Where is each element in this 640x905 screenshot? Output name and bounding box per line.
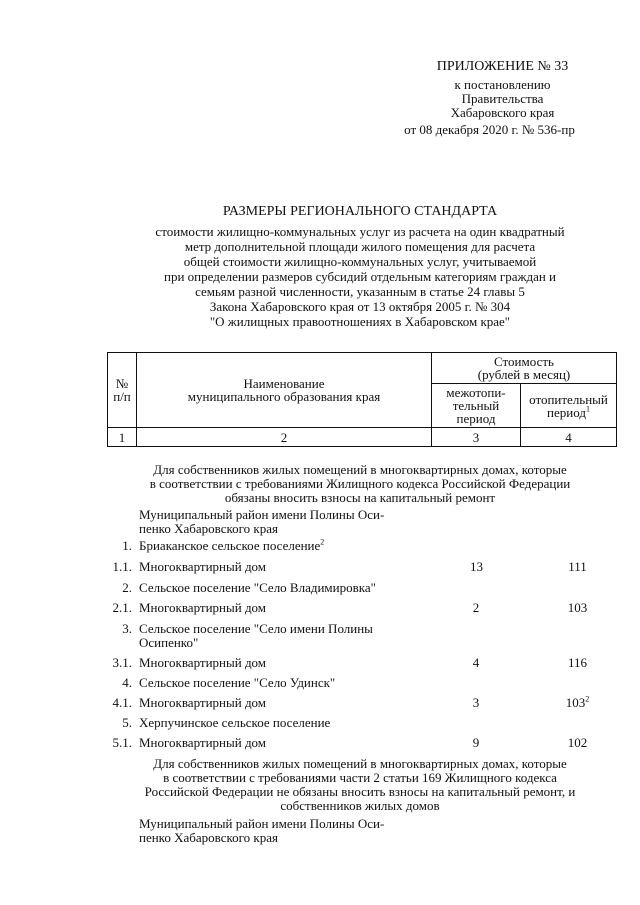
section-heading bbox=[60, 757, 640, 813]
document-title: РАЗМЕРЫ РЕГИОНАЛЬНОГО СТАНДАРТА bbox=[222, 204, 498, 219]
col-heat-label bbox=[522, 406, 615, 419]
subtitle-line: "О жилищных правоотношениях в Хабаровском крае" bbox=[209, 314, 511, 329]
col-inter-label: межотопи- bbox=[446, 385, 506, 400]
row-name-line: Сельское поселение "Село имени Полины bbox=[139, 621, 373, 636]
appendix-line: Хабаровского края bbox=[450, 105, 555, 120]
col-num-header bbox=[108, 353, 137, 428]
table-header bbox=[107, 352, 617, 447]
row-number: 3. bbox=[122, 621, 132, 636]
section-line: Для собственников жилых помещений в многоквартирных домах, которые bbox=[153, 756, 567, 771]
inter-period-value: 9 bbox=[472, 735, 480, 750]
row-number: 4. bbox=[122, 675, 132, 690]
appendix-line: Правительства bbox=[461, 91, 544, 106]
subtitle-line: общей стоимости жилищно-коммунальных услуг, учитываемой bbox=[183, 254, 537, 269]
row-number: 2. bbox=[122, 580, 132, 595]
section-heading bbox=[60, 463, 640, 505]
heat-period-value: 102 bbox=[567, 735, 588, 750]
municipality-line: пенко Хабаровского края bbox=[139, 521, 278, 536]
col-cost-label: (рублей в месяц) bbox=[477, 367, 571, 382]
subtitle-line: метр дополнительной площади жилого помещения для расчета bbox=[184, 239, 536, 254]
appendix-line: к постановлению bbox=[454, 77, 551, 92]
col-index: 2 bbox=[137, 428, 432, 447]
municipality-heading bbox=[139, 508, 384, 536]
col-heat-header bbox=[521, 384, 617, 428]
col-index: 4 bbox=[521, 428, 617, 447]
row-number: 5. bbox=[122, 715, 132, 730]
section-line: Российской Федерации не обязаны вносить взносы на капитальный ремонт, и bbox=[144, 784, 576, 799]
heat-period-value-text: 103 bbox=[565, 695, 586, 710]
col-num-label: № bbox=[115, 376, 129, 391]
appendix-block bbox=[395, 60, 610, 137]
col-inter-label: тельный bbox=[452, 398, 500, 413]
row-name: Многоквартирный дом bbox=[139, 655, 267, 670]
heat-period-value: 111 bbox=[568, 559, 587, 574]
row-name-line: Осипенко" bbox=[139, 635, 199, 650]
row-number: 5.1. bbox=[112, 735, 132, 750]
row-name: Многоквартирный дом bbox=[139, 559, 267, 574]
row-name bbox=[139, 622, 373, 650]
row-name: Многоквартирный дом bbox=[139, 695, 267, 710]
col-inter-header bbox=[432, 384, 521, 428]
subtitle-line: при определении размеров субсидий отдельным категориям граждан и bbox=[164, 269, 556, 284]
heat-period-value bbox=[560, 694, 595, 712]
row-number: 1.1. bbox=[112, 559, 132, 574]
appendix-title: ПРИЛОЖЕНИЕ № 33 bbox=[436, 59, 569, 74]
document-subtitle bbox=[60, 224, 640, 329]
col-name-label: Наименование bbox=[243, 376, 325, 391]
col-heat-label: отопительный bbox=[529, 391, 608, 407]
col-cost-header bbox=[432, 353, 617, 384]
row-name: Многоквартирный дом bbox=[139, 600, 267, 615]
inter-period-value: 13 bbox=[470, 559, 483, 574]
subtitle-line: семьям разной численности, указанным в статье 24 главы 5 bbox=[195, 284, 525, 299]
municipality-line: Муниципальный район имени Полины Оси- bbox=[139, 507, 385, 522]
footnote-marker: 2 bbox=[585, 694, 590, 704]
section-line: обязаны вносить взносы на капитальный ремонт bbox=[224, 490, 496, 505]
heat-period-value: 103 bbox=[567, 600, 588, 615]
inter-period-value: 3 bbox=[472, 695, 480, 710]
subtitle-line: Закона Хабаровского края от 13 октября 2005 г. № 304 bbox=[209, 299, 511, 314]
section-line: в соответствии с требованиями Жилищного кодекса Российской Федерации bbox=[149, 476, 571, 491]
inter-period-value: 4 bbox=[472, 655, 480, 670]
row-number: 2.1. bbox=[112, 600, 132, 615]
col-name-header bbox=[137, 353, 432, 428]
col-heat-label-text: период bbox=[547, 404, 586, 420]
col-inter-label: период bbox=[456, 411, 496, 426]
row-name: Сельское поселение "Село Владимировка" bbox=[139, 580, 376, 595]
municipality-line: пенко Хабаровского края bbox=[139, 830, 278, 845]
municipality-heading bbox=[139, 817, 384, 845]
section-line: в соответствии с требованиями части 2 статьи 169 Жилищного кодекса bbox=[163, 770, 557, 785]
col-cost-label: Стоимость bbox=[494, 354, 554, 369]
col-index: 1 bbox=[108, 428, 137, 447]
section-line: собственников жилых домов bbox=[280, 798, 440, 813]
row-name: Сельское поселение "Село Удинск" bbox=[139, 675, 336, 690]
subtitle-line: стоимости жилищно-коммунальных услуг из расчета на один квадратный bbox=[155, 224, 565, 239]
row-name: Многоквартирный дом bbox=[139, 735, 267, 750]
row-number: 4.1. bbox=[112, 695, 132, 710]
row-name bbox=[139, 537, 324, 555]
footnote-marker: 2 bbox=[320, 537, 325, 547]
inter-period-value: 2 bbox=[472, 600, 480, 615]
row-name-text: Бриаканское сельское поселение bbox=[139, 538, 321, 553]
row-number: 3.1. bbox=[112, 655, 132, 670]
municipality-line: Муниципальный район имени Полины Оси- bbox=[139, 816, 385, 831]
col-index: 3 bbox=[432, 428, 521, 447]
section-line: Для собственников жилых помещений в многоквартирных домах, которые bbox=[153, 462, 567, 477]
col-name-label: муниципального образования края bbox=[187, 389, 381, 404]
row-name: Херпучинское сельское поселение bbox=[139, 715, 331, 730]
appendix-date: от 08 декабря 2020 г. № 536-пр bbox=[404, 122, 575, 137]
row-number: 1. bbox=[122, 538, 132, 553]
heat-period-value: 116 bbox=[567, 655, 588, 670]
col-num-label: п/п bbox=[113, 389, 131, 404]
footnote-marker: 1 bbox=[585, 404, 590, 414]
